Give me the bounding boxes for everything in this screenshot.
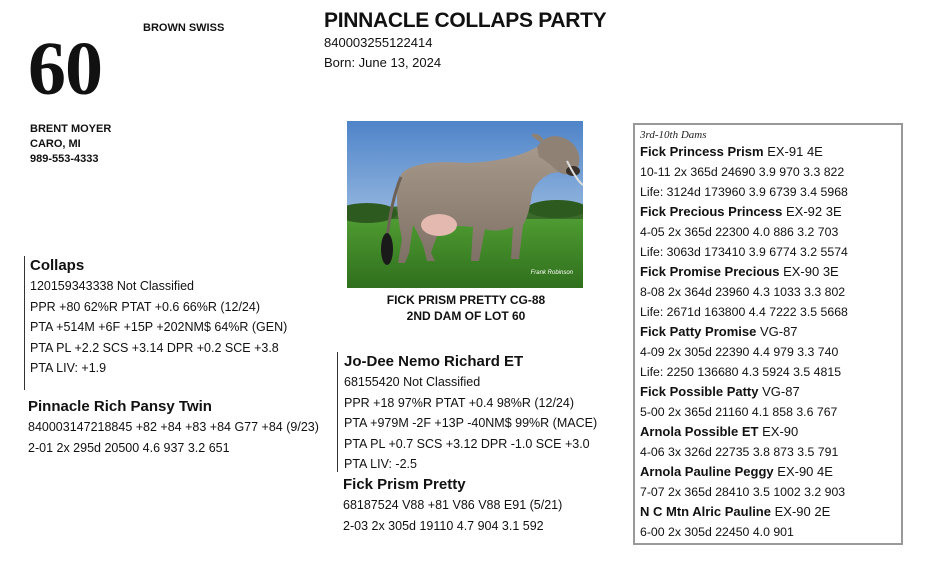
sire-line: 120159343338 Not Classified [30,279,195,293]
consignor-name: BRENT MOYER [30,123,112,135]
dam-entry-record: Life: 2671d 163800 4.4 7222 3.5 5668 [640,305,848,319]
dam-entry-record: Life: 3124d 173960 3.9 6739 3.4 5968 [640,185,848,199]
dam-entry-score: EX-92 3E [785,204,842,219]
dam-entry-title: Fick Patty Promise [640,324,757,339]
dam-entry-name [640,322,901,342]
maternal-sire-line: PTA PL +0.7 SCS +3.12 DPR -1.0 SCE +3.0 [344,436,590,451]
maternal-sire-block [337,352,597,472]
granddam-name: Fick Prism Pretty [343,476,466,493]
dam-entry-title: N C Mtn Alric Pauline [640,504,771,519]
dam-entry-title: Fick Possible Patty [640,384,759,399]
breed-label: BROWN SWISS [143,22,225,34]
sire-line: PTA +514M +6F +15P +202NM$ 64%R (GEN) [30,320,288,334]
dam-entry-name [640,262,901,282]
cow-photo-illustration [347,121,583,288]
dam-entry-name [640,142,901,162]
dam-entry-record: Life: 3063d 173410 3.9 6774 3.2 5574 [640,245,848,259]
sire-name: Collaps [30,257,85,274]
animal-name: PINNACLE COLLAPS PARTY [324,9,607,32]
sire-line: PTA PL +2.2 SCS +3.14 DPR +0.2 SCE +3.8 [30,340,279,355]
sire-block [24,256,287,390]
dam-entry-score: VG-87 [759,324,798,339]
maternal-sire-line: PPR +18 97%R PTAT +0.4 98%R (12/24) [344,395,574,410]
dam-entry-record: 10-11 2x 365d 24690 3.9 970 3.3 822 [640,165,845,179]
consignor-phone: 989-553-4333 [30,153,99,165]
dam-entry-score: EX-90 4E [777,464,833,479]
maternal-sire-line: 68155420 Not Classified [344,375,481,389]
animal-header [324,8,606,73]
dams-box [633,123,903,545]
dam-entry-name [640,382,901,402]
dam-block [28,397,319,458]
dam-entry-score: EX-90 [762,424,799,439]
dam-entry-name [640,462,901,482]
dam-entry-record: Life: 2250 136680 4.3 5924 3.5 4815 [640,365,842,379]
dam-entry-title: Fick Princess Prism [640,144,764,159]
animal-registration-id: 840003255122414 [324,35,433,50]
photo-caption-line-1: FICK PRISM PRETTY CG-88 [386,293,546,307]
dam-entry-record: 4-09 2x 305d 22390 4.4 979 3.3 740 [640,345,839,359]
dam-entry-name [640,422,901,442]
photo-caption [348,292,584,324]
dam-entry-record: 6-00 2x 305d 22450 4.0 901 [640,525,794,539]
dam-entry-record: 4-05 2x 365d 22300 4.0 886 3.2 703 [640,225,839,239]
dam-entry-title: Fick Precious Princess [640,204,783,219]
dam-entry-score: EX-91 4E [767,144,823,159]
dam-line: 840003147218845 +82 +84 +83 +84 G77 +84 (9/23) [28,420,319,434]
dam-entry-score: EX-90 3E [783,264,839,279]
sire-line: PPR +80 62%R PTAT +0.6 66%R (12/24) [30,299,260,314]
dam-entry-record: 7-07 2x 365d 28410 3.5 1002 3.2 903 [640,485,846,499]
maternal-sire-line: PTA LIV: -2.5 [344,457,417,471]
maternal-sire-name: Jo-Dee Nemo Richard ET [344,353,524,370]
dam-entry-score: VG-87 [762,384,800,399]
dam-entry-name [640,202,901,222]
consignor-info [30,122,111,167]
dams-box-title: 3rd-10th Dams [640,129,707,141]
granddam-block [343,475,562,536]
lot-number: 60 [28,27,102,111]
sire-line: PTA LIV: +1.9 [30,361,107,375]
dam-name: Pinnacle Rich Pansy Twin [28,398,212,415]
dam-entry-record: 4-06 3x 326d 22735 3.8 873 3.5 791 [640,445,839,459]
photo-caption-line-2: 2ND DAM OF LOT 60 [406,309,526,323]
cow-photo [347,121,583,288]
dam-line: 2-01 2x 295d 20500 4.6 937 3.2 651 [28,440,230,455]
dam-entry-score: EX-90 2E [774,504,831,519]
dam-entry-title: Fick Promise Precious [640,264,780,279]
photo-watermark: Frank Robinson [530,270,573,276]
dam-entry-record: 5-00 2x 365d 21160 4.1 858 3.6 767 [640,405,838,419]
dam-entry-name [640,502,901,522]
dam-entry-record: 8-08 2x 364d 23960 4.3 1033 3.3 802 [640,285,846,299]
dam-entry-title: Arnola Possible ET [640,424,759,439]
granddam-line: 68187524 V88 +81 V86 V88 E91 (5/21) [343,498,563,512]
animal-born-date: Born: June 13, 2024 [324,55,442,70]
maternal-sire-line: PTA +979M -2F +13P -40NM$ 99%R (MACE) [344,416,598,430]
granddam-line: 2-03 2x 305d 19110 4.7 904 3.1 592 [343,518,544,533]
consignor-location: CARO, MI [30,138,81,150]
dam-entry-title: Arnola Pauline Peggy [640,464,774,479]
